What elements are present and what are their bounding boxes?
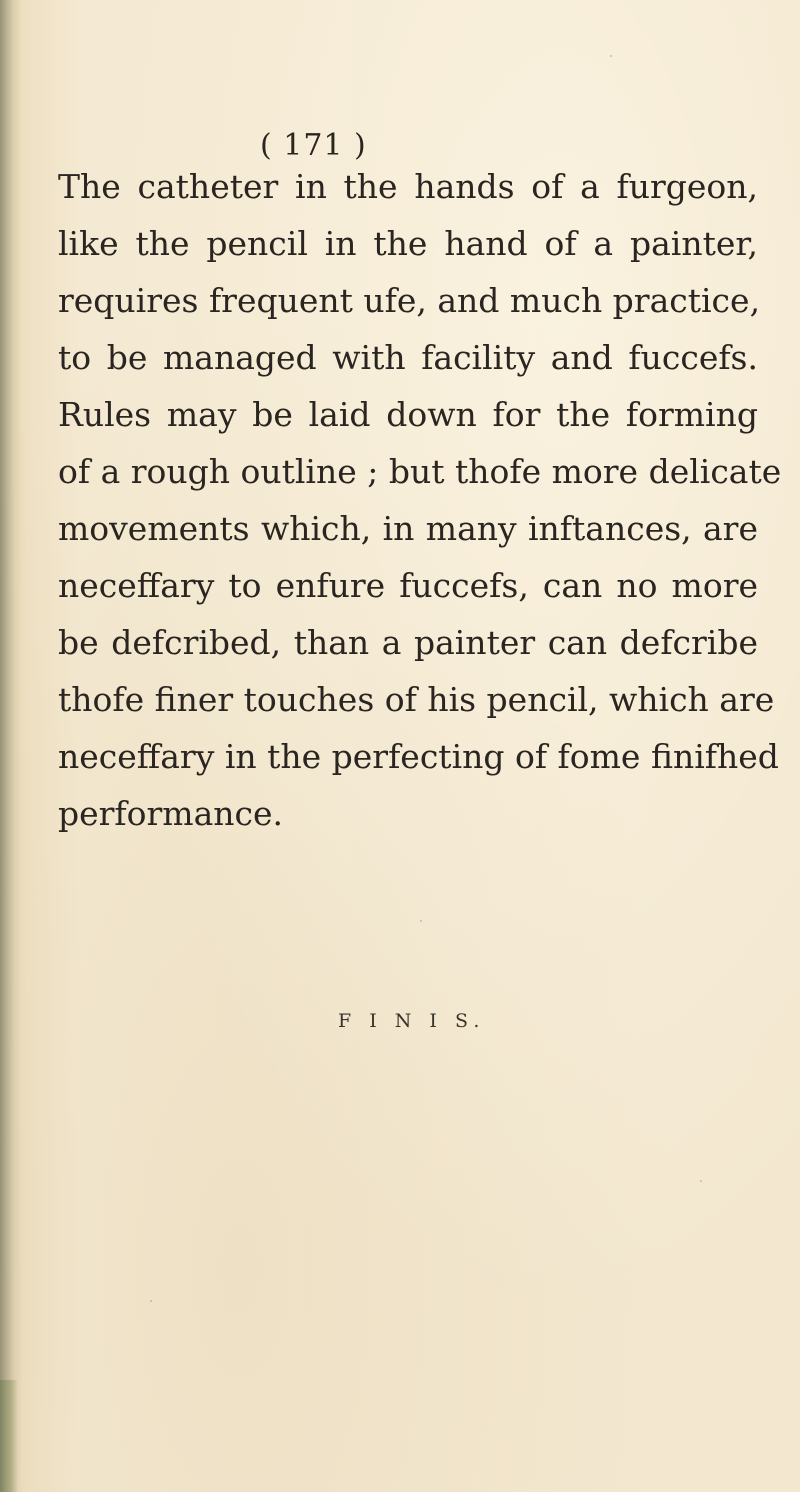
text-line: like the pencil in the hand of a painter, [58,224,758,263]
text-line: The catheter in the hands of a furgeon, [58,167,758,206]
text-line: neceffary in the perfecting of fome finifhed [58,737,779,776]
text-line: performance. [58,794,284,833]
paper-speck [420,920,422,922]
text-line: of a rough outline ; but thofe more delicate [58,452,782,491]
binding-edge [0,0,22,1492]
text-line: thofe finer touches of his pencil, which are [58,680,775,719]
text-line: movements which, in many inftances, are [58,509,758,548]
body-text [58,158,782,842]
page-number: ( 171 ) [260,128,367,163]
paper-speck [700,1180,702,1182]
text-line: be defcribed, than a painter can defcribe [58,623,758,662]
finis-mark: F I N I S. [338,1010,486,1032]
paper-speck [610,55,612,57]
paper-speck [150,1300,152,1302]
text-line: requires frequent ufe, and much practice, [58,281,761,320]
text-line: neceffary to enfure fuccefs, can no more [58,566,758,605]
text-line: to be managed with facility and fuccefs. [58,338,758,377]
text-line: Rules may be laid down for the forming [58,395,758,434]
